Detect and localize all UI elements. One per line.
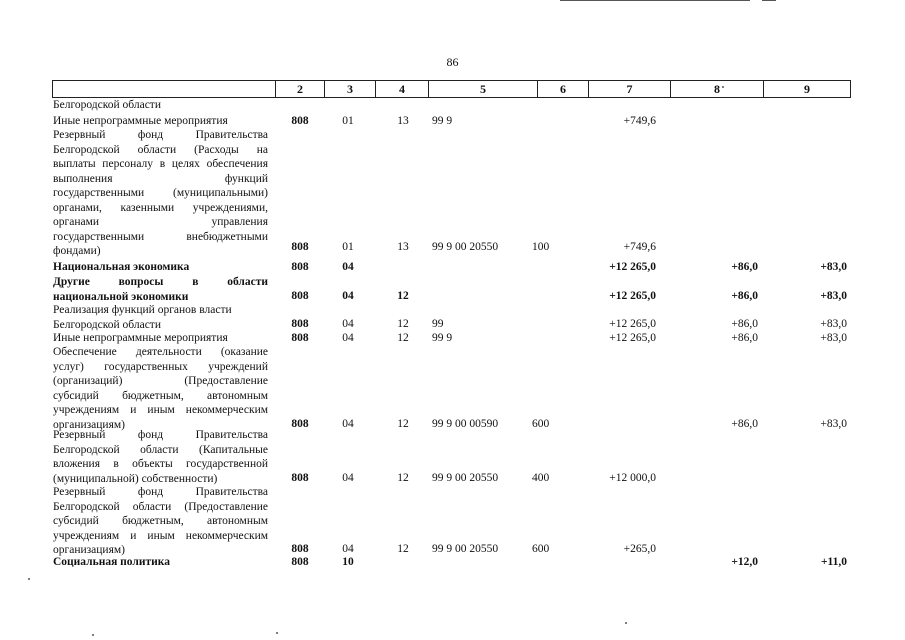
cell-subsection: 13	[397, 115, 409, 127]
scan-speck	[276, 632, 278, 634]
header-cell-5: 5	[480, 82, 486, 96]
row-description	[53, 114, 268, 129]
header-cell-3: 3	[347, 82, 353, 96]
scan-speck	[28, 578, 30, 580]
description-line: Социальная политика	[53, 556, 170, 568]
cell-amount: +749,6	[623, 241, 656, 253]
scan-speck	[92, 634, 94, 636]
description-line: Белгородской области (Капитальные	[53, 443, 268, 456]
cell-amount-year2: +86,0	[731, 261, 758, 273]
header-cell-7: 7	[626, 82, 633, 96]
cell-expense-type: 100	[532, 241, 550, 253]
cell-section: 04	[342, 418, 354, 430]
description-line: фондами)	[53, 245, 101, 257]
description-line: органами управления	[53, 216, 268, 228]
header-cell-9: 9	[804, 82, 810, 96]
description-line: национальной экономики	[53, 290, 189, 303]
header-cell-1	[53, 81, 275, 97]
cell-amount: +12 000,0	[609, 472, 656, 484]
cell-amount: +12 265,0	[609, 332, 656, 344]
description-line: субсидий бюджетным, автономным	[53, 389, 268, 402]
header-cell-2: 2	[297, 82, 303, 96]
row-description	[53, 98, 268, 113]
cell-amount-year2: +86,0	[731, 418, 758, 430]
description-line: организациям)	[53, 544, 125, 556]
cell-ministry: 808	[291, 418, 309, 430]
cell-expense-type: 400	[532, 472, 550, 484]
description-line: услуг) государственных учреждений	[53, 360, 268, 373]
table-header	[52, 80, 851, 98]
cell-subsection: 12	[397, 543, 409, 555]
description-line: Другие вопросы в области	[53, 276, 268, 288]
description-line: Белгородской области	[53, 99, 161, 111]
cell-section: 04	[342, 318, 354, 330]
description-line: Обеспечение деятельности (оказание	[53, 346, 268, 358]
cell-expense-type: 600	[532, 543, 550, 555]
cell-amount-year3: +83,0	[820, 318, 847, 330]
cell-ministry: 808	[291, 261, 309, 273]
cell-ministry: 808	[291, 472, 309, 484]
cell-section: 01	[342, 115, 354, 127]
description-line: вложения в объекты государственной	[53, 458, 268, 470]
cell-subsection: 12	[397, 290, 409, 302]
row-description	[53, 555, 268, 570]
cell-section: 04	[342, 290, 354, 302]
cell-amount: +265,0	[623, 543, 656, 555]
cell-target-article: 99 9	[432, 332, 453, 344]
cell-section: 04	[342, 332, 354, 344]
description-line: Национальная экономика	[53, 261, 190, 273]
cell-subsection: 12	[397, 418, 409, 430]
cell-amount: +12 265,0	[609, 290, 656, 302]
cell-section: 04	[342, 472, 354, 484]
description-line: учреждениям и иным некоммерческим	[53, 404, 268, 416]
cell-subsection: 12	[397, 332, 409, 344]
description-line: Белгородской области (Расходы на	[53, 143, 268, 156]
description-line: Реализация функций органов власти	[53, 304, 232, 316]
row-description	[53, 275, 268, 304]
description-line: субсидий бюджетным, автономным	[53, 515, 268, 527]
cell-ministry: 808	[291, 115, 309, 127]
cell-amount-year2: +86,0	[731, 318, 758, 330]
cell-subsection: 12	[397, 472, 409, 484]
cell-ministry: 808	[291, 290, 309, 302]
description-line: учреждениям и иным некоммерческим	[53, 529, 268, 542]
cell-target-article: 99 9 00 20550	[432, 472, 499, 484]
cell-target-article: 99 9 00 20550	[432, 241, 499, 253]
cell-section: 01	[342, 241, 354, 253]
description-line: Иные непрограммные мероприятия	[53, 115, 228, 127]
cell-ministry: 808	[291, 543, 309, 555]
cell-amount-year3: +83,0	[820, 418, 847, 430]
header-cell-6: 6	[560, 82, 566, 96]
description-line: выполнения функций	[53, 172, 268, 185]
cell-target-article: 99	[432, 318, 444, 330]
cell-amount-year2: +86,0	[731, 290, 758, 302]
cell-amount-year3: +83,0	[820, 332, 847, 344]
row-description	[53, 428, 268, 486]
description-line: органами, казенными учреждениями,	[53, 201, 268, 214]
page-number: 86	[446, 55, 459, 69]
row-description	[53, 345, 268, 432]
cell-section: 04	[342, 261, 354, 273]
scan-speck	[722, 86, 724, 88]
row-description	[53, 128, 268, 259]
header-cell-8: 8	[714, 82, 720, 96]
cell-target-article: 99 9 00 20550	[432, 543, 499, 555]
cell-ministry: 808	[291, 241, 309, 253]
description-line: государственными (муниципальными)	[53, 187, 268, 199]
description-line: выплаты персоналу в целях обеспечения	[53, 158, 268, 170]
description-line: организациям)	[53, 418, 125, 431]
scan-speck	[625, 622, 627, 624]
description-line: Резервный фонд Правительства	[53, 486, 268, 498]
cell-amount-year3: +83,0	[820, 261, 847, 273]
scan-line	[762, 0, 776, 1]
description-line: (муниципальной) собственности)	[53, 472, 218, 485]
cell-ministry: 808	[291, 556, 309, 568]
cell-target-article: 99 9 00 00590	[432, 418, 499, 430]
cell-amount: +12 265,0	[609, 261, 656, 273]
cell-amount-year2: +86,0	[731, 332, 758, 344]
row-description	[53, 303, 268, 332]
description-line: Белгородской области (Предоставление	[53, 500, 268, 513]
cell-expense-type: 600	[532, 418, 550, 430]
cell-amount-year3: +83,0	[820, 290, 847, 302]
description-line: Иные непрограммные мероприятия	[53, 332, 228, 344]
header-cell-4: 4	[399, 82, 405, 96]
cell-ministry: 808	[291, 318, 309, 330]
cell-subsection: 12	[397, 318, 409, 330]
cell-amount: +749,6	[623, 115, 656, 127]
description-line: Резервный фонд Правительства	[53, 429, 268, 441]
cell-target-article: 99 9	[432, 115, 453, 127]
cell-section: 10	[342, 556, 354, 568]
row-description	[53, 331, 268, 346]
cell-section: 04	[342, 543, 354, 555]
description-line: (организаций) (Предоставление	[53, 375, 268, 387]
scan-line	[560, 0, 750, 1]
cell-amount: +12 265,0	[609, 318, 656, 330]
cell-amount-year2: +12,0	[731, 556, 758, 568]
description-line: Резервный фонд Правительства	[53, 129, 268, 141]
cell-amount-year3: +11,0	[820, 556, 847, 568]
cell-subsection: 13	[397, 241, 409, 253]
cell-ministry: 808	[291, 332, 309, 344]
row-description	[53, 260, 268, 275]
row-description	[53, 485, 268, 558]
description-line: государственными внебюджетными	[53, 230, 268, 243]
description-line: Белгородской области	[53, 318, 161, 331]
